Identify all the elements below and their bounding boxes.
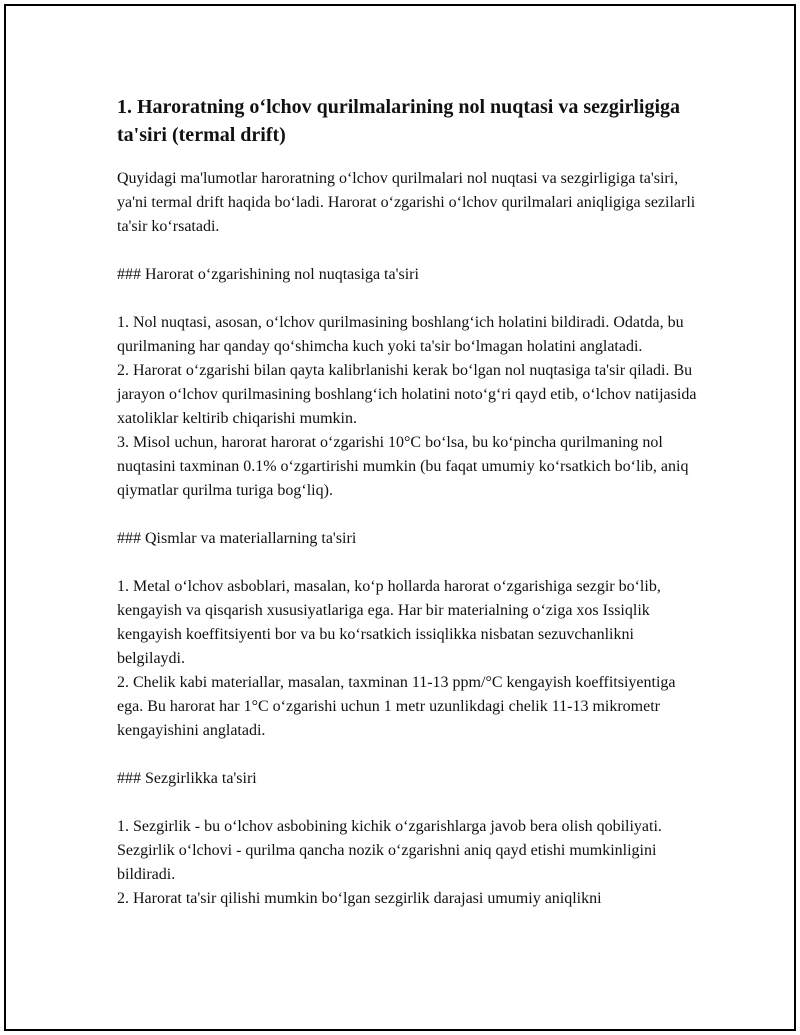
list-item: 1. Metal o‘lchov asboblari, masalan, ko‘p hollarda harorat o‘zgarishiga sezgir bo‘lib, kengayish va qisqarish xususiyatlariga ega. Har bir materialning o‘ziga xos Issiqlik kengayish koeffitsiyenti bor va bu ko‘rsatkich issiqlikka nisbatan sezuvchanlikni belgilaydi. bbox=[117, 578, 661, 667]
list-item: 1. Nol nuqtasi, asosan, o‘lchov qurilmasining boshlang‘ich holatini bildiradi. Odatda, bu qurilmaning har qanday qo‘shimcha kuch yoki ta'sir bo‘lmagan holatini anglatadi. bbox=[117, 314, 684, 355]
document-title: 1. Haroratning o‘lchov qurilmalarining nol nuqtasi va sezgirligiga ta'siri (termal drift) bbox=[117, 96, 681, 146]
list-item: 2. Harorat o‘zgarishi bilan qayta kalibrlanishi kerak bo‘lgan nol nuqtasiga ta'sir qiladi. Bu jarayon o‘lchov qurilmasining boshlang‘ich holatini noto‘g‘ri qayd etib, o‘lchov natijasida xatoliklar keltirib chiqarishi mumkin. bbox=[117, 362, 697, 427]
document-body bbox=[117, 93, 697, 911]
section-heading-materials: ### Qismlar va materiallarning ta'siri bbox=[117, 530, 357, 547]
list-item: 2. Chelik kabi materiallar, masalan, taxminan 11-13 ppm/°C kengayish koeffitsiyentiga ega. Bu harorat har 1°C o‘zgarishi uchun 1 metr uzunlikdagi chelik 11-13 mikrometr kengayishini anglatadi. bbox=[117, 674, 676, 739]
intro-paragraph: Quyidagi ma'lumotlar haroratning o‘lchov qurilmalari nol nuqtasi va sezgirligiga ta'siri, ya'ni termal drift haqida bo‘ladi. Harorat o‘zgarishi o‘lchov qurilmalari aniqligiga sezilarli ta'sir ko‘rsatadi. bbox=[117, 170, 696, 235]
section-heading-sensitivity: ### Sezgirlikka ta'siri bbox=[117, 770, 257, 787]
section-heading-zero-point: ### Harorat o‘zgarishining nol nuqtasiga ta'siri bbox=[117, 266, 419, 283]
list-item: 2. Harorat ta'sir qilishi mumkin bo‘lgan sezgirlik darajasi umumiy aniqlikni bbox=[117, 890, 602, 907]
list-item: 3. Misol uchun, harorat harorat o‘zgarishi 10°C bo‘lsa, bu ko‘pincha qurilmaning nol nuqtasini taxminan 0.1% o‘zgartirishi mumkin (bu faqat umumiy ko‘rsatkich bo‘lib, aniq qiymatlar qurilma turiga bog‘liq). bbox=[117, 434, 689, 499]
list-item: 1. Sezgirlik - bu o‘lchov asbobining kichik o‘zgarishlarga javob bera olish qobiliyati. Sezgirlik o‘lchovi - qurilma qancha nozik o‘zgarishni aniq qayd etishi mumkinligini bildiradi. bbox=[117, 818, 662, 883]
